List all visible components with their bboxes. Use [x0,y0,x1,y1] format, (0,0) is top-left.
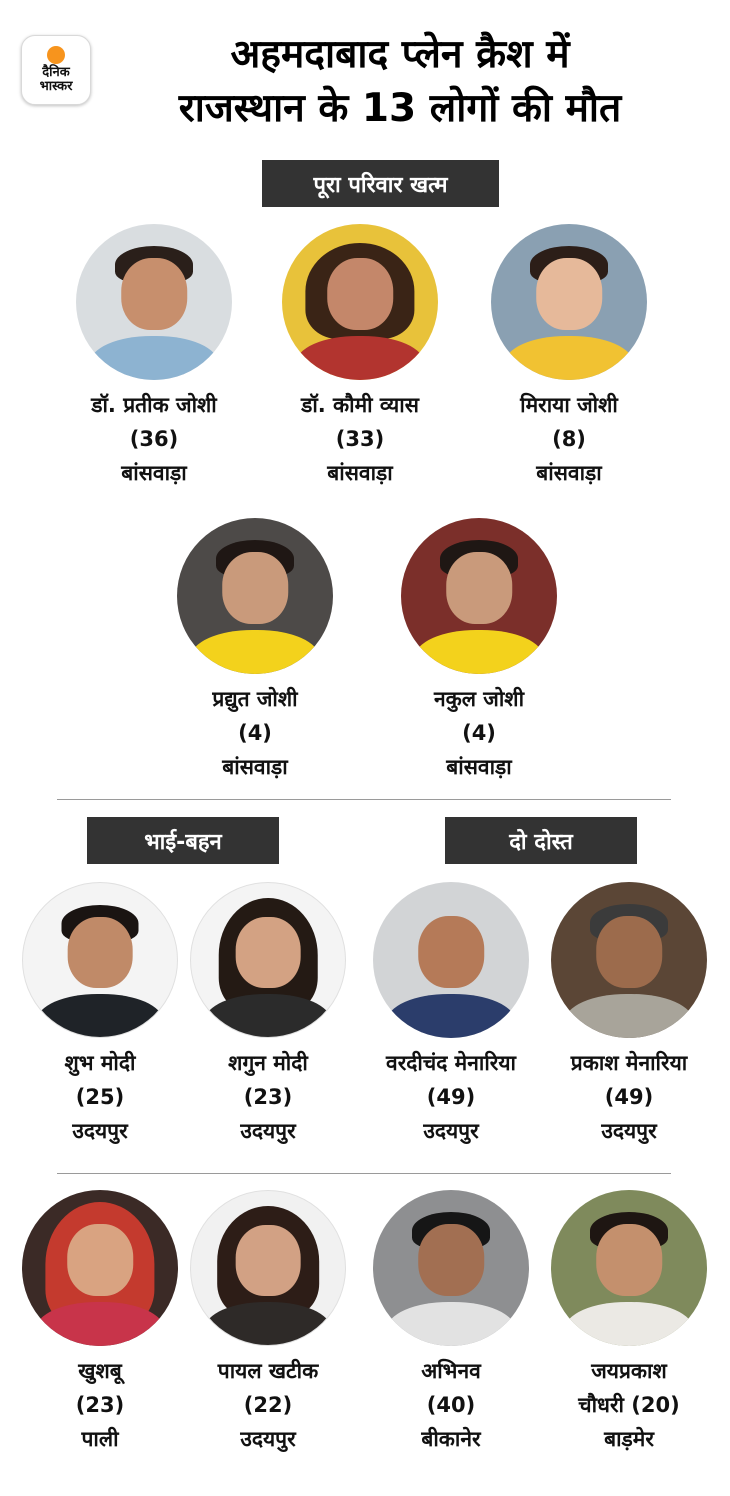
person-card [180,1190,356,1456]
person-photo [177,518,333,674]
person-name: डॉ. कौमी व्यास [301,393,419,417]
person-name: डॉ. प्रतीक जोशी [91,393,217,417]
person-age: (23) [243,1085,293,1109]
section-divider-2 [57,1173,671,1174]
person-place: बीकानेर [421,1427,481,1451]
person-age: (4) [238,721,272,745]
person-age: (36) [129,427,179,451]
person-age: (25) [75,1085,125,1109]
person-place: बांसवाड़ा [222,755,288,779]
title-line2: राजस्थान के 13 लोगों की मौत [178,86,622,131]
person-place: उदयपुर [72,1119,128,1143]
person-age: (23) [75,1393,125,1417]
person-age: (33) [335,427,385,451]
person-place: उदयपुर [423,1119,479,1143]
person-photo [190,882,346,1038]
person-name: जयप्रकाश [591,1359,667,1383]
person-name: नकुल जोशी [433,687,525,711]
person-place: उदयपुर [240,1119,296,1143]
logo-text-line1: दैनिक [42,65,70,80]
person-card [66,224,242,490]
person-photo [401,518,557,674]
section-label-friends: दो दोस्त [445,817,637,864]
person-place: बांसवाड़ा [327,461,393,485]
section-divider-1 [57,799,671,800]
person-card [167,518,343,784]
person-photo [22,1190,178,1346]
person-place: उदयपुर [240,1427,296,1451]
dainik-bhaskar-logo [21,35,91,105]
person-place: बांसवाड़ा [536,461,602,485]
person-place: उदयपुर [601,1119,657,1143]
person-age: (49) [426,1085,476,1109]
person-name: वरदीचंद मेनारिया [386,1051,516,1075]
person-place: पाली [81,1427,119,1451]
person-photo [282,224,438,380]
person-card [363,882,539,1148]
section-label-family: पूरा परिवार खत्म [262,160,499,207]
person-card [272,224,448,490]
person-age: (4) [462,721,496,745]
person-place: बांसवाड़ा [121,461,187,485]
person-age: (49) [604,1085,654,1109]
person-card [180,882,356,1148]
person-photo [373,1190,529,1346]
person-photo [373,882,529,1038]
sun-icon [47,46,65,64]
person-name: खुशबू [78,1359,122,1383]
person-age: (22) [243,1393,293,1417]
person-name: शगुन मोदी [228,1051,308,1075]
logo-text-line2: भास्कर [39,79,73,94]
section-label-siblings: भाई-बहन [87,817,279,864]
person-card [541,882,717,1148]
person-name: मिराया जोशी [520,393,618,417]
person-age: (8) [552,427,586,451]
person-name: पायल खटीक [217,1359,319,1383]
person-age: चौधरी (20) [578,1393,680,1417]
person-name: प्रद्युत जोशी [212,687,298,711]
person-photo [76,224,232,380]
person-name: प्रकाश मेनारिया [570,1051,688,1075]
person-photo [22,882,178,1038]
person-name: अभिनव [421,1359,481,1383]
person-card [481,224,657,490]
person-photo [491,224,647,380]
person-card [363,1190,539,1456]
person-photo [551,882,707,1038]
person-photo [190,1190,346,1346]
person-card [12,882,188,1148]
person-age: (40) [426,1393,476,1417]
person-place: बांसवाड़ा [446,755,512,779]
title-line1: अहमदाबाद प्लेन क्रैश में [230,32,570,77]
person-card [12,1190,188,1456]
person-card [541,1190,717,1456]
page-title [100,28,700,136]
person-place: बाड़मेर [604,1427,654,1451]
person-photo [551,1190,707,1346]
person-name: शुभ मोदी [64,1051,136,1075]
person-card [391,518,567,784]
